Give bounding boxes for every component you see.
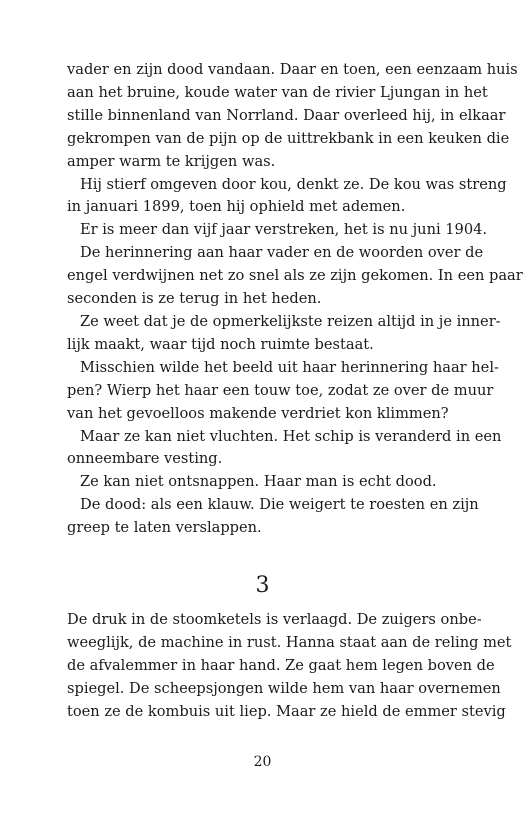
body-text <box>67 59 523 540</box>
text-line: De dood: als een klauw. Die weigert te roesten en zijn <box>80 496 479 514</box>
text-line: stille binnenland van Norrland. Daar overleed hij, in elkaar <box>67 106 506 124</box>
text-line: amper warm te krijgen was. <box>67 152 276 170</box>
text-line: de afvalemmer in haar hand. Ze gaat hem legen boven de <box>67 656 495 674</box>
text-line: aan het bruine, koude water van de rivier Ljungan in het <box>67 83 488 101</box>
text-line: Ze kan niet ontsnappen. Haar man is echt dood. <box>80 473 437 491</box>
text-line: in januari 1899, toen hij ophield met ademen. <box>67 198 406 216</box>
text-line: spiegel. De scheepsjongen wilde hem van haar overnemen <box>67 679 501 697</box>
text-line: lijk maakt, waar tijd noch ruimte bestaat. <box>67 335 374 353</box>
text-line: van het gevoelloos makende verdriet kon klimmen? <box>67 404 449 422</box>
text-line: Ze weet dat je de opmerkelijkste reizen altijd in je inner- <box>80 312 501 330</box>
text-line: Hij stierf omgeven door kou, denkt ze. De kou was streng <box>80 175 507 193</box>
text-line: Er is meer dan vijf jaar verstreken, het is nu juni 1904. <box>80 221 488 239</box>
text-line: toen ze de kombuis uit liep. Maar ze hield de emmer stevig <box>67 702 506 720</box>
text-line: vader en zijn dood vandaan. Daar en toen, een eenzaam huis <box>67 61 518 78</box>
text-line: Maar ze kan niet vluchten. Het schip is veranderd in een <box>80 427 502 445</box>
chapter-body-text <box>67 609 512 724</box>
text-line: De herinnering aan haar vader en de woorden over de <box>80 244 484 262</box>
text-line: gekrompen van de pijn op de uittrekbank in een keuken die <box>67 129 510 147</box>
text-line: greep te laten verslappen. <box>67 519 262 537</box>
text-line: De druk in de stoomketels is verlaagd. De zuigers onbe- <box>67 611 482 628</box>
text-line: seconden is ze terug in het heden. <box>67 290 322 308</box>
text-line: Misschien wilde het beeld uit haar herinnering haar hel- <box>80 358 499 376</box>
text-line: weeglijk, de machine in rust. Hanna staat aan de reling met <box>67 633 512 651</box>
text-line: onneembare vesting. <box>67 450 223 468</box>
text-line: pen? Wierp het haar een touw toe, zodat ze over de muur <box>67 381 494 399</box>
text-line: engel verdwijnen net zo snel als ze zijn gekomen. In een paar <box>67 267 523 285</box>
chapter-number: 3 <box>255 573 270 598</box>
page-number: 20 <box>253 754 272 770</box>
